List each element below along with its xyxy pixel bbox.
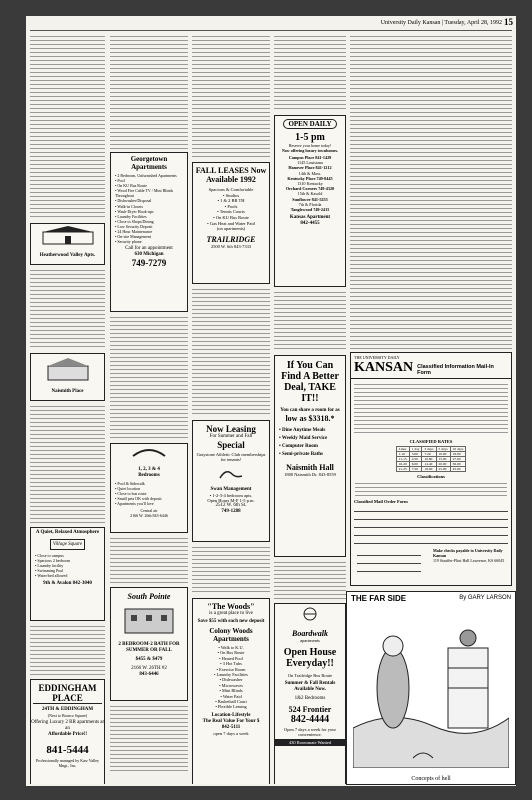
column-3 xyxy=(192,34,270,784)
south-pointe2-address: 2166 W. 26TH #2 xyxy=(131,666,167,671)
column-4 xyxy=(274,34,346,784)
village-square-title: A Quiet, Relaxed Atmosphere xyxy=(35,530,100,535)
georgetown-address: 630 Michigan xyxy=(134,252,164,258)
georgetown-item: • Wood Fire Cable TV / Mini Blinds Throughout xyxy=(115,188,174,199)
classified-text xyxy=(192,34,270,159)
now-leasing-item: Open Hours M-F 1-5 p.m. xyxy=(207,498,255,503)
rates-cell: 3.00 xyxy=(409,452,422,457)
south-pointe2-phone: 843-6446 xyxy=(139,672,159,677)
order-form-line[interactable] xyxy=(354,506,508,512)
now-leasing-ad xyxy=(192,420,270,542)
eddingham-address: 24TH & EDDINGHAM xyxy=(41,707,94,712)
classified-text xyxy=(192,287,270,417)
trailridge-title: FALL LEASES Now Available 1992 xyxy=(195,166,267,184)
classified-text xyxy=(30,624,105,676)
georgetown-item: • Low Security Deposit xyxy=(115,223,153,229)
comic-byline: By GARY LARSON xyxy=(459,595,511,601)
village-item: • Water/bed allowed xyxy=(35,573,68,578)
classified-text xyxy=(274,560,346,600)
now-leasing-detail: Graystone Athletic Club memberships for tenants! xyxy=(196,452,266,462)
now-leasing-phone: 749-1288 xyxy=(221,509,241,514)
trailridge-item: • On KU Bus Route xyxy=(213,214,249,220)
kansan-headline: Classified Information Mail-In Form xyxy=(417,364,494,376)
far-side-comic xyxy=(346,591,516,785)
boardwalk-ad xyxy=(274,603,346,784)
open-daily-orchard-address: 15th & Kasold xyxy=(297,191,323,197)
rates-cell: 20.00 xyxy=(436,462,450,467)
south-pointe-line: 1, 2, 3 & 4 xyxy=(138,467,160,472)
naismith-hall-price: low as $3318.* xyxy=(285,414,335,423)
newspaper-page xyxy=(26,16,516,786)
georgetown-item: • Pool xyxy=(115,178,125,184)
rates-header-cell: 5 days xyxy=(436,447,450,452)
now-leasing-title: Now Leasing xyxy=(206,424,256,434)
eddingham-tag: Professionally managed by Kaw Valley Mngt., Inc. xyxy=(35,758,100,768)
column-2 xyxy=(110,34,188,784)
village-item: • Swimming Pool xyxy=(35,568,64,573)
trailridge-item: • Gas Heat and Water Paid xyxy=(207,220,255,226)
georgetown-item: • Dishwasher/Disposal xyxy=(115,198,152,204)
rates-cell: 18.00 xyxy=(450,452,466,457)
trailridge-item: • 1 & 2 BR TH xyxy=(217,198,245,204)
south-pointe-item: • Close to bus route xyxy=(115,491,147,496)
south-pointe-logo: South Pointe xyxy=(127,592,171,601)
kansan-classified-form xyxy=(350,352,512,586)
classified-text xyxy=(110,315,188,440)
open-daily-orchard: Orchard Corners 749-4320 xyxy=(285,186,335,192)
boardwalk-phone: 842-4444 xyxy=(290,714,330,725)
village-square-logo: Village Square xyxy=(50,539,85,550)
eddingham-line: Offering Luxury 2 BR apartments at an xyxy=(31,720,104,731)
naismith-hall-name: Naismith Hall xyxy=(286,463,334,472)
rates-cell: 1-10 xyxy=(396,452,409,457)
order-form-line[interactable] xyxy=(354,538,508,544)
naismith-place-drawing-icon xyxy=(40,356,95,382)
naismith-hall-ad xyxy=(274,355,346,557)
rates-cell: 36.00 xyxy=(450,462,466,467)
classified-text xyxy=(110,536,188,584)
naismith-place-name: Naismith Place xyxy=(51,389,84,394)
rates-cell: 10.00 xyxy=(436,452,450,457)
open-daily-campus: Campus Place 841-1429 xyxy=(288,155,332,160)
naismith-list-item: • Semi-private Baths xyxy=(279,452,323,457)
boardwalk-sub: apartments xyxy=(300,638,320,643)
rates-cell: 16-20 xyxy=(396,462,409,467)
trailridge-item: • Tennis Courts xyxy=(217,209,245,215)
running-header: University Daily Kansan | Tuesday, April 28, 1992 xyxy=(380,20,502,26)
naismith-hall-address: 1800 Naismith Dr. xyxy=(284,472,318,477)
south-pointe-item: • Apartments you'll love xyxy=(115,501,154,506)
trailridge-phone: 843-7333 xyxy=(233,243,252,249)
classified-text xyxy=(274,290,346,352)
naismith-list-item: • Dine Anytime Meals xyxy=(279,428,326,433)
now-leasing-item: • 1-2-3-4 bedroom apts. xyxy=(209,493,253,498)
village-square-address: 9th & Avalon 842-3040 xyxy=(43,581,92,586)
south-pointe-item: • Small pets OK with deposit xyxy=(115,496,162,501)
heatherwood-name: Heatherwood Valley Apts. xyxy=(39,253,96,258)
rates-header-cell: 10 days xyxy=(450,447,466,452)
comic-title: THE FAR SIDE xyxy=(351,594,407,603)
colony-item: • On Bus Route xyxy=(217,650,245,656)
now-leasing-special: Special xyxy=(217,440,245,450)
colony-item: • Flexible Leasing xyxy=(215,704,247,710)
eddingham-phone: 841-5444 xyxy=(46,744,89,756)
classified-text xyxy=(274,34,346,112)
south-pointe-item: • Pool & Sidewalk xyxy=(115,481,145,486)
colony-woods-title: "The Woods" xyxy=(207,602,255,611)
eddingham-line: Affordable Price!! xyxy=(47,732,87,737)
georgetown-item: • 24 Hour Maintenance xyxy=(115,229,153,235)
rates-cell: 21-25 xyxy=(396,467,409,472)
georgetown-ad xyxy=(110,152,188,312)
colony-woods-hours: open 7 days a week xyxy=(213,730,249,736)
comic-drawing-icon xyxy=(353,608,509,768)
naismith-list-item: • Computer Room xyxy=(279,444,318,449)
classifications-title: Classifications xyxy=(417,474,445,479)
comic-caption: Concepts of hell xyxy=(411,776,451,782)
classified-text xyxy=(110,704,188,774)
rates-cell: 6.00 xyxy=(409,462,422,467)
column-1 xyxy=(30,34,105,784)
colony-item: • Microwaves xyxy=(219,682,243,688)
south-pointe2-sub: 2 BEDROOM-2 BATH FOR SUMMER OR FALL xyxy=(118,642,180,653)
boardwalk-hours: Open 7 days a week for your convenience. xyxy=(284,727,336,737)
georgetown-item: • Security phone xyxy=(115,239,142,245)
colony-woods-value: The Real Value For Your $ xyxy=(202,718,260,724)
south-pointe-address: 2166 W. 26th 843-6446 xyxy=(130,513,168,518)
rates-cell: 18.00 xyxy=(422,467,436,472)
colony-item: • Exercise Room xyxy=(216,666,246,672)
kansan-masthead: KANSAN xyxy=(354,360,414,375)
naismith-place-ad xyxy=(30,353,105,401)
classified-text xyxy=(30,404,105,524)
village-item: • Close to campus xyxy=(35,553,64,558)
classified-text xyxy=(350,34,512,349)
naismith-list-item: • Weekly Maid Service xyxy=(279,436,328,441)
order-form-line[interactable] xyxy=(354,530,508,536)
classified-text xyxy=(192,545,270,595)
header-rule xyxy=(30,30,512,31)
south-pointe-line: Bedrooms xyxy=(138,473,160,478)
open-daily-hanover-address: 14th & Mass. xyxy=(298,170,322,176)
phone-field[interactable] xyxy=(357,566,421,572)
naismith-hall-headline: If You Can Find A Better Deal, TAKE IT!! xyxy=(281,360,339,404)
now-leasing-address: 2512 W. 6th St. xyxy=(215,503,247,508)
eddingham-sub: (Next to Bronco Square) xyxy=(47,713,88,718)
name-field[interactable] xyxy=(357,550,421,556)
colony-item: • Laundry Facilities xyxy=(214,672,248,678)
rates-cell: 14.40 xyxy=(422,462,436,467)
naismith-hall-sub: You can share a room for as xyxy=(280,408,340,413)
rates-cell: 10.80 xyxy=(422,457,436,462)
classified-text xyxy=(110,34,188,149)
colony-woods-ad xyxy=(192,598,270,784)
open-daily-sub: Reserve your home today! xyxy=(288,143,332,148)
georgetown-item: • Walk-in Closets xyxy=(115,203,143,209)
rates-table xyxy=(396,446,467,472)
trailridge-name: TRAILRIDGE xyxy=(206,234,256,244)
trailridge-ad xyxy=(192,162,270,284)
boardwalk-title: Open House Everyday!! xyxy=(283,647,337,669)
open-daily-title: OPEN DAILY xyxy=(283,119,337,129)
colony-woods-location: Location-Lifestyle xyxy=(211,712,251,718)
open-daily-ad xyxy=(274,115,346,287)
colony-woods-phone: 842-5111 xyxy=(221,724,241,730)
georgetown-item: • On-site Management xyxy=(115,234,152,240)
rates-cell: 45.00 xyxy=(450,467,466,472)
heatherwood-logo-icon xyxy=(38,226,98,246)
rates-title: CLASSIFIED RATES xyxy=(409,439,453,444)
order-form-line[interactable] xyxy=(354,522,508,528)
address-field[interactable] xyxy=(357,558,421,564)
trailridge-item: (on apartments) xyxy=(216,226,246,232)
south-pointe-contact: Central air xyxy=(140,508,158,513)
boardwalk-logo: Boardwalk xyxy=(291,629,328,638)
georgetown-footer: Call for an appointment xyxy=(125,246,173,252)
colony-woods-name: Colony Woods Apartments xyxy=(209,627,253,643)
open-daily-kentucky-address: 1310 Kentucky xyxy=(297,181,323,187)
open-daily-phone: 842-4455 xyxy=(300,221,320,227)
georgetown-title: Georgetown Apartments xyxy=(130,155,168,171)
make-checks-text: Make checks payable to University Daily Kansan xyxy=(433,548,503,558)
heatherwood-ad xyxy=(30,223,105,265)
order-form-title: Classified Mail Order Form xyxy=(354,499,408,504)
colony-item: • Water Paid xyxy=(220,693,242,699)
boardwalk-logo-icon xyxy=(295,606,325,622)
rates-cell: 7.20 xyxy=(422,452,436,457)
trailridge-address: 2500 W. 6th xyxy=(210,243,233,249)
colony-item: • 3 Hot Tubs xyxy=(220,661,242,667)
boardwalk-address: 524 Frontier xyxy=(288,705,332,714)
naismith-hall-phone: 843-8559 xyxy=(318,472,336,477)
georgetown-phone: 749-7279 xyxy=(131,258,167,269)
classified-text xyxy=(30,268,105,350)
boardwalk-location: On Trailridge Bus Route xyxy=(287,673,333,678)
open-daily-hanover: Hanover Place 841-1212 xyxy=(288,165,332,171)
form-text xyxy=(354,382,508,436)
classified-text xyxy=(30,34,105,220)
building-drawing-icon xyxy=(119,603,179,635)
now-leasing-sub: For Summer and Fall xyxy=(209,434,253,439)
village-item: • Spacious 2 bedroom xyxy=(35,558,71,563)
open-daily-campus-address: 1145 Louisiana xyxy=(297,160,323,166)
georgetown-item: • Close to Shops/Dining xyxy=(115,218,154,224)
south-pointe-2br-ad xyxy=(110,587,188,701)
colony-item: • Heated Pool xyxy=(219,655,243,661)
colony-item: • Dishwasher xyxy=(219,677,243,683)
south-pointe-ad xyxy=(110,443,188,533)
village-square-ad xyxy=(30,527,105,621)
rates-cell: 27.00 xyxy=(450,457,466,462)
boardwalk-features: Summer & Fall Rentals Available Now. xyxy=(284,681,336,692)
rates-cell: 7.50 xyxy=(409,467,422,472)
rates-cell: 4.50 xyxy=(409,457,422,462)
trailridge-item: Spacious & Comfortable xyxy=(208,187,254,192)
open-daily-tanglewood: Tanglewood 749-2415 xyxy=(290,207,330,213)
colony-item: • Mini Blinds xyxy=(219,688,243,694)
georgetown-item: • 2 Bedroom, Unfurnished Apartments xyxy=(115,173,177,178)
open-daily-hours: 1-5 pm xyxy=(295,132,325,143)
village-item: • Laundry facility xyxy=(35,563,64,568)
colony-woods-deal: Save $55 with each new deposit xyxy=(197,619,265,624)
south-pointe-logo-icon xyxy=(129,446,169,460)
swan-logo-icon xyxy=(216,466,246,480)
open-daily-sunflower-address: 7th & Florida xyxy=(298,201,322,207)
open-daily-sunflower: Sunflower 841-5255 xyxy=(292,196,328,202)
open-daily-company: Kansas Apartment xyxy=(289,215,331,221)
page-number: 15 xyxy=(504,17,513,27)
now-leasing-name: Swan Management xyxy=(210,487,252,492)
boardwalk-units: 1&2 Bedrooms xyxy=(294,696,326,701)
boardwalk-tag: 430 Roommate Wanted xyxy=(275,739,345,746)
eddingham-title: EDDINGHAM PLACE xyxy=(33,683,102,704)
south-pointe2-price: $455 & $479 xyxy=(135,657,163,662)
rates-cell: 15.00 xyxy=(436,457,450,462)
colony-woods-sub: is a great place to live xyxy=(209,611,253,616)
page-header xyxy=(26,16,516,30)
classifications-list xyxy=(355,481,507,497)
mail-address-text: 119 Stauffer-Flint Hall Lawrence, KS 66045 xyxy=(433,558,505,563)
south-pointe-item: • Quiet location xyxy=(115,486,141,491)
colony-item: • Basketball Court xyxy=(215,699,247,705)
rates-cell: 25.00 xyxy=(436,467,450,472)
georgetown-item: • On KU Bus Route xyxy=(115,183,147,189)
column-5 xyxy=(350,34,512,589)
georgetown-item: • Wash-Dryer Hook-ups xyxy=(115,208,154,214)
trailridge-item: • Studios xyxy=(222,192,240,198)
open-daily-offers: Now offering luxury townhomes. xyxy=(282,148,338,153)
rates-header-cell: 3 days xyxy=(422,447,436,452)
rates-cell: 11-15 xyxy=(396,457,409,462)
rates-header-cell: Lines xyxy=(396,447,409,452)
order-form-line[interactable] xyxy=(354,514,508,520)
eddingham-ad xyxy=(30,679,105,784)
colony-item: • Walk to K.U. xyxy=(218,645,244,650)
open-daily-kentucky: Kentucky Place 749-0445 xyxy=(287,175,333,181)
rates-header-cell: 1 day xyxy=(409,447,422,452)
georgetown-item: • Laundry Facilities xyxy=(115,213,147,219)
kansan-pre: THE UNIVERSITY DAILY xyxy=(354,355,400,360)
trailridge-item: • Pools xyxy=(224,203,238,209)
